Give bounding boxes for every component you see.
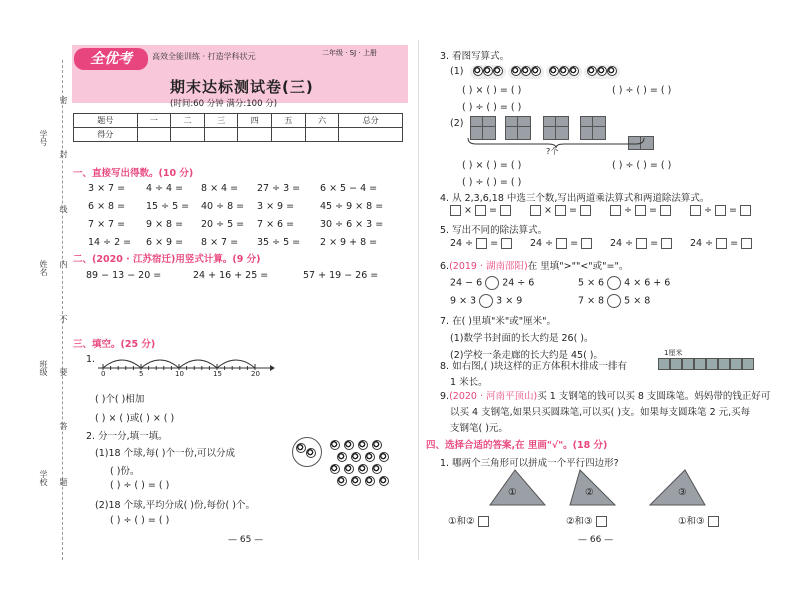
choice-label: ①和③ xyxy=(678,516,705,527)
score-header: 六 xyxy=(305,114,339,128)
q5-equation[interactable] xyxy=(530,238,592,249)
q2-1c: ( ) ÷ ( ) = ( ) xyxy=(110,480,170,491)
choice-1[interactable] xyxy=(448,513,489,527)
vertical-calc-item: 24 + 16 + 25 = xyxy=(193,270,269,281)
mental-math-item: 6 × 8 = xyxy=(88,201,126,212)
q3-1-line1a: ( ) × ( ) = ( ) xyxy=(462,85,522,96)
seal-char: 密 xyxy=(59,96,68,104)
page-title: 期末达标测试卷(三) xyxy=(170,78,314,96)
ball-icon xyxy=(306,448,316,461)
compare-item[interactable] xyxy=(450,294,522,308)
block-row xyxy=(658,358,754,373)
mental-math-item: 45 ÷ 9 × 8 = xyxy=(320,201,384,212)
mental-math-item: 20 ÷ 5 = xyxy=(201,219,245,230)
q5-prefix: 24 ÷ xyxy=(690,238,714,249)
score-cell[interactable] xyxy=(204,128,238,142)
mental-math-item: 14 ÷ 2 = xyxy=(88,237,132,248)
mental-math-item: 9 × 8 = xyxy=(146,219,184,230)
q2-1b: ( )份。 xyxy=(110,466,140,477)
score-header: 三 xyxy=(204,114,238,128)
q1-blank-line2: ( ) × ( )或( ) × ( ) xyxy=(95,413,175,424)
mental-math-item: 27 ÷ 3 = xyxy=(257,183,301,194)
section2-tag: (2020 · 江苏宿迁) xyxy=(92,254,176,265)
q8a: 8. 如右图,( )块这样的正方体积木排成一排有 xyxy=(440,361,628,372)
q5-prefix: 24 ÷ xyxy=(610,238,634,249)
seal-char: 要 xyxy=(59,368,68,376)
section3-title xyxy=(73,336,155,350)
checkbox[interactable] xyxy=(596,516,607,527)
section4-rest: 选择合适的答案,在 里画"√"。(18 分) xyxy=(445,440,608,451)
ball-icon xyxy=(337,476,347,489)
compare-item[interactable] xyxy=(450,276,534,290)
answer-box[interactable] xyxy=(580,205,591,216)
compare-right: 4 × 6 + 6 xyxy=(624,277,671,289)
q4-text: 4. 从 2,3,6,18 中选三个数,写出两道乘法算式和两道除法算式。 xyxy=(440,193,710,204)
compare-circle[interactable] xyxy=(607,294,621,308)
q6-num: 6. xyxy=(440,261,450,272)
seal-char: 不 xyxy=(59,315,68,323)
q9-line1 xyxy=(440,388,770,402)
q3-2-label: (2) xyxy=(450,118,464,129)
answer-box[interactable] xyxy=(476,238,487,249)
mental-math-item: 15 ÷ 5 = xyxy=(146,201,190,212)
compare-right: 5 × 8 xyxy=(624,295,651,307)
score-cell[interactable] xyxy=(137,128,171,142)
q9-line2: 以买 4 支钢笔,如果只买圆珠笔,可以买( )支。如果每支圆珠笔 2 元,买每 xyxy=(450,407,751,418)
q1-blank-line1: ( )个( )相加 xyxy=(95,394,145,405)
score-header: 四 xyxy=(238,114,272,128)
tick-label: 20 xyxy=(251,370,260,378)
q4-equation[interactable]: ÷ = xyxy=(690,205,751,216)
triangle-label: ① xyxy=(508,487,517,498)
answer-box[interactable] xyxy=(715,205,726,216)
cm-label: 1厘米 xyxy=(664,349,683,357)
answer-box[interactable] xyxy=(555,205,566,216)
grade-tag: 二年级 · SJ · 上册 xyxy=(322,49,377,57)
q7-1: (1)数学书封面的长大约是 26( )。 xyxy=(450,333,594,344)
answer-box[interactable] xyxy=(530,205,541,216)
q7-text: 7. 在( )里填"米"或"厘米"。 xyxy=(440,316,556,327)
checkbox[interactable] xyxy=(478,516,489,527)
q6-text xyxy=(440,258,628,272)
exam-info: (时间:60 分钟 满分:100 分) xyxy=(170,99,278,109)
q5-eq: = xyxy=(490,238,499,249)
seal-char: 封 xyxy=(59,150,68,158)
score-row-label: 得分 xyxy=(74,128,138,142)
score-cell[interactable] xyxy=(272,128,306,142)
seal-char: 答 xyxy=(59,422,68,430)
mental-math-item: 7 × 7 = xyxy=(88,219,126,230)
page-divider xyxy=(418,40,419,560)
q5-equation[interactable] xyxy=(690,238,752,249)
s4-q1: 1. 哪两个三角形可以拼成一个平行四边形? xyxy=(440,458,619,469)
q9-tag: (2020 · 河南平顶山) xyxy=(449,391,538,402)
ball-icon xyxy=(351,476,361,489)
compare-left: 7 × 8 xyxy=(578,295,605,307)
q5-eq: = xyxy=(730,238,739,249)
mental-math-item: 4 ÷ 4 = xyxy=(146,183,184,194)
seal-char: 内 xyxy=(59,260,68,268)
choice-label: ②和③ xyxy=(566,516,593,527)
triangle-label: ③ xyxy=(678,487,687,498)
ball-group xyxy=(546,65,582,79)
tick-label: 5 xyxy=(139,370,144,378)
mental-math-item: 6 × 9 = xyxy=(146,237,184,248)
mental-math-item: 40 ÷ 8 = xyxy=(201,201,245,212)
mental-math-item: 3 × 9 = xyxy=(257,201,295,212)
mental-math-item: 2 × 9 + 8 = xyxy=(320,237,378,248)
score-header: 二 xyxy=(171,114,205,128)
score-header: 总分 xyxy=(339,114,403,128)
q5-equation[interactable] xyxy=(610,238,672,249)
compare-left: 9 × 3 xyxy=(450,295,477,307)
section2-prefix: 二、 xyxy=(73,254,93,265)
ball-icon xyxy=(365,476,375,489)
q3-label: 3. 看图写算式。 xyxy=(440,51,510,62)
section3-rest: 填空。(25 分) xyxy=(92,339,156,350)
score-table xyxy=(73,113,403,142)
q4-equation[interactable]: × = xyxy=(450,205,511,216)
label-name: 姓名 xyxy=(39,260,48,276)
answer-box[interactable] xyxy=(450,205,461,216)
vertical-calc-item: 57 + 19 − 26 = xyxy=(303,270,379,281)
q4-equation[interactable]: ÷ = xyxy=(610,205,671,216)
ball-group xyxy=(470,65,506,79)
q7-2: (2)学校一条走廊的长大约是 45( )。 xyxy=(450,350,603,361)
compare-right: 24 ÷ 6 xyxy=(502,277,535,289)
q4-equation[interactable]: × = xyxy=(530,205,591,216)
answer-box[interactable] xyxy=(636,238,647,249)
label-class: 班级 xyxy=(39,360,48,376)
q8b: 1 米长。 xyxy=(450,377,488,388)
q5-prefix: 24 ÷ xyxy=(530,238,554,249)
q3-2-line2a: ( ) ÷ ( ) = ( ) xyxy=(462,177,522,188)
mental-math-item: 30 ÷ 6 × 3 = xyxy=(320,219,384,230)
q5-eq: = xyxy=(650,238,659,249)
choice-2[interactable] xyxy=(566,513,607,527)
q3-2-line1a: ( ) × ( ) = ( ) xyxy=(462,160,522,171)
section4-prefix: 四、 xyxy=(426,440,446,451)
q5-prefix: 24 ÷ xyxy=(450,238,474,249)
score-cell[interactable] xyxy=(171,128,205,142)
answer-box[interactable] xyxy=(556,238,567,249)
section1-title: 一、直接写出得数。(10 分) xyxy=(73,168,194,179)
compare-item[interactable] xyxy=(578,276,670,290)
ball-icon xyxy=(296,443,306,456)
choice-label: ①和② xyxy=(448,516,475,527)
answer-box[interactable] xyxy=(716,238,727,249)
checkbox[interactable] xyxy=(708,516,719,527)
answer-box[interactable] xyxy=(690,205,701,216)
q5-text: 5. 写出不同的除法算式。 xyxy=(440,225,548,236)
mental-math-item: 7 × 6 = xyxy=(257,219,295,230)
answer-box[interactable] xyxy=(475,205,486,216)
triangles xyxy=(485,465,765,510)
q5-eq: = xyxy=(570,238,579,249)
brace-label: ?个 xyxy=(546,147,559,156)
answer-box[interactable] xyxy=(610,205,621,216)
q3-2-line1b: ( ) ÷ ( ) = ( ) xyxy=(612,160,672,171)
vertical-calc-item: 89 − 13 − 20 = xyxy=(86,270,162,281)
q9-a: 买 1 支钢笔的钱可以买 8 支圆珠笔。妈妈带的钱正好可 xyxy=(537,391,771,402)
mental-math-item: 6 × 5 − 4 = xyxy=(320,183,378,194)
compare-circle[interactable] xyxy=(485,276,499,290)
compare-left: 5 × 6 xyxy=(578,277,605,289)
compare-circle[interactable] xyxy=(479,294,493,308)
ball-icon xyxy=(379,476,389,489)
tick-label: 15 xyxy=(213,370,222,378)
number-line xyxy=(95,350,275,380)
answer-box[interactable] xyxy=(500,205,511,216)
answer-box[interactable] xyxy=(635,205,646,216)
compare-left: 24 − 6 xyxy=(450,277,483,289)
q5-equation[interactable] xyxy=(450,238,512,249)
answer-box[interactable] xyxy=(660,205,671,216)
page-number: — 65 — xyxy=(228,535,264,545)
q2-2a: (2)18 个球,平均分成( )份,每份( )个。 xyxy=(95,500,255,511)
score-header: 五 xyxy=(272,114,306,128)
q3-1-label: (1) xyxy=(450,66,464,77)
seal-char: 题 xyxy=(59,478,68,486)
q9-line3: 支钢笔( )元。 xyxy=(450,423,508,434)
compare-item[interactable] xyxy=(578,294,650,308)
q2-2b: ( ) ÷ ( ) = ( ) xyxy=(110,515,170,526)
answer-box[interactable] xyxy=(581,238,592,249)
q3-1-line2a: ( ) ÷ ( ) = ( ) xyxy=(462,102,522,113)
slogan: 高效全能训练 · 打造学科状元 xyxy=(152,52,256,61)
answer-box[interactable] xyxy=(501,238,512,249)
mental-math-item: 35 ÷ 5 = xyxy=(257,237,301,248)
section2-title xyxy=(73,251,260,265)
score-cell[interactable] xyxy=(305,128,339,142)
answer-box[interactable] xyxy=(661,238,672,249)
triangle-label: ② xyxy=(585,487,594,498)
q6-tag: (2019 · 湖南邵阳) xyxy=(449,261,528,272)
choice-3[interactable] xyxy=(678,513,719,527)
compare-circle[interactable] xyxy=(607,276,621,290)
label-student-id: 学号 xyxy=(39,130,48,146)
compare-right: 3 × 9 xyxy=(496,295,523,307)
section4-title xyxy=(426,437,607,451)
q3-1-line1b: ( ) ÷ ( ) = ( ) xyxy=(612,85,672,96)
score-cell[interactable] xyxy=(238,128,272,142)
ball-group xyxy=(584,65,620,79)
score-header: 一 xyxy=(137,114,171,128)
label-school: 学校 xyxy=(39,470,48,486)
score-header: 题号 xyxy=(74,114,138,128)
section2-rest: 用竖式计算。(9 分) xyxy=(175,254,261,265)
q1-label: 1. xyxy=(86,354,96,365)
section3-prefix: 三、 xyxy=(73,339,93,350)
brand-logo: 全优考 xyxy=(74,48,148,70)
page-number: — 66 — xyxy=(578,535,614,545)
answer-box[interactable] xyxy=(740,205,751,216)
seal-char: 线 xyxy=(59,205,68,213)
mental-math-item: 8 × 7 = xyxy=(201,237,239,248)
q9-num: 9. xyxy=(440,391,450,402)
q2-label: 2. 分一分,填一填。 xyxy=(86,431,168,442)
tick-label: 10 xyxy=(175,370,184,378)
mental-math-item: 8 × 4 = xyxy=(201,183,239,194)
mental-math-item: 3 × 7 = xyxy=(88,183,126,194)
q2-1a: (1)18 个球,每( )个一份,可以分成 xyxy=(95,448,236,459)
score-cell[interactable] xyxy=(339,128,403,142)
tick-label: 0 xyxy=(101,370,106,378)
ball-group xyxy=(508,65,544,79)
answer-box[interactable] xyxy=(741,238,752,249)
q6-rest: 在 里填">""<"或"="。 xyxy=(527,261,629,272)
